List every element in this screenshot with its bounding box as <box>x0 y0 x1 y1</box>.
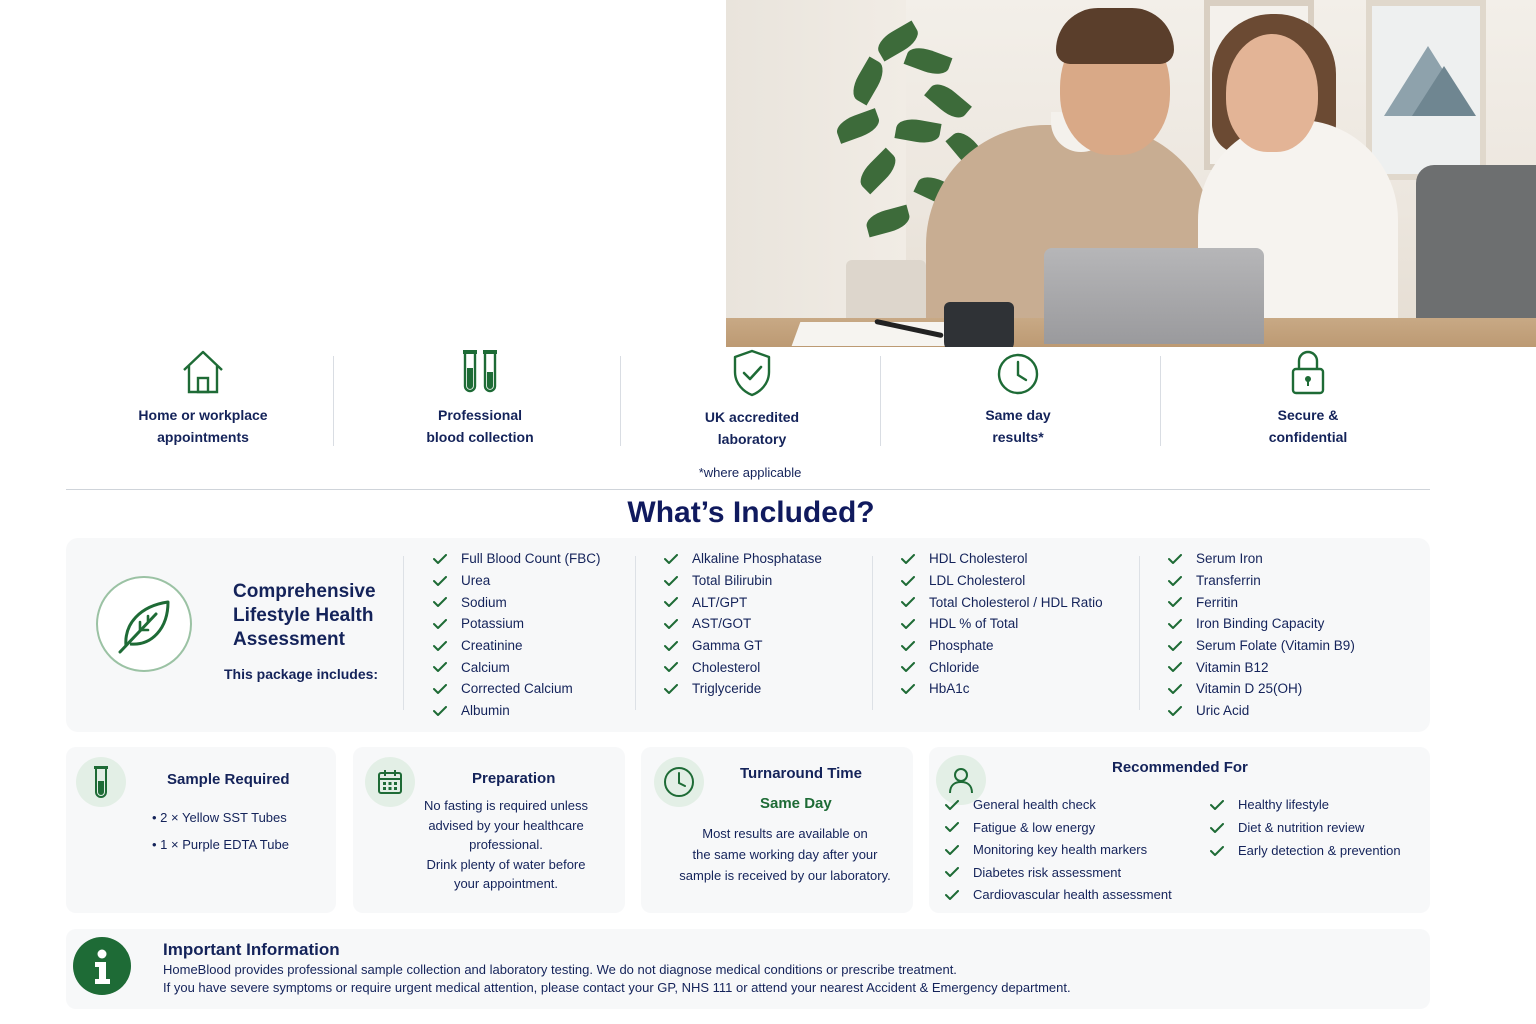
check-icon <box>945 845 959 855</box>
check-icon <box>1210 846 1224 856</box>
test-item <box>1168 656 1355 678</box>
shield-check-icon <box>730 348 774 398</box>
recommended-label: Diabetes risk assessment <box>973 864 1122 880</box>
test-item <box>433 591 601 613</box>
padlock-icon <box>1288 348 1328 396</box>
house-icon <box>180 348 226 396</box>
preparation-line: your appointment. <box>453 876 559 891</box>
recommended-item <box>945 865 1121 880</box>
divider <box>403 556 404 710</box>
preparation-title: Preparation <box>472 770 556 787</box>
recommended-item <box>1210 797 1329 812</box>
test-label: LDL Cholesterol <box>929 573 1026 589</box>
test-label: Ferritin <box>1196 594 1239 610</box>
check-icon <box>901 597 915 607</box>
turnaround-line: sample is received by our laboratory. <box>679 868 891 883</box>
test-item <box>664 613 822 635</box>
test-item <box>664 635 822 657</box>
recommended-label: Healthy lifestyle <box>1238 797 1330 812</box>
test-label: Creatinine <box>461 638 523 654</box>
check-icon <box>664 684 678 694</box>
test-item <box>433 635 601 657</box>
calendar-icon <box>376 768 404 796</box>
check-icon <box>664 576 678 586</box>
recommended-label: General health check <box>973 797 1096 812</box>
sample-required-card <box>66 747 336 913</box>
test-item <box>664 678 822 700</box>
sample-title: Sample Required <box>167 771 290 788</box>
check-icon <box>433 662 447 672</box>
divider <box>620 356 621 446</box>
test-item <box>664 656 822 678</box>
check-icon <box>1168 641 1182 651</box>
test-label: Calcium <box>461 659 510 675</box>
test-label: Sodium <box>461 594 507 610</box>
test-label: Potassium <box>461 616 525 632</box>
test-item <box>901 613 1103 635</box>
test-item <box>433 613 601 635</box>
check-icon <box>1168 597 1182 607</box>
test-item <box>901 591 1103 613</box>
test-item <box>901 678 1103 700</box>
sample-item: 2 × Yellow SST Tubes <box>160 810 287 825</box>
test-label: Albumin <box>461 703 510 719</box>
test-label: HDL Cholesterol <box>929 551 1028 567</box>
recommended-label: Cardiovascular health assessment <box>973 887 1172 903</box>
feature-label-line2: results* <box>992 429 1044 445</box>
divider <box>333 356 334 446</box>
package-title-line1: Comprehensive <box>233 581 376 602</box>
check-icon <box>1168 576 1182 586</box>
check-icon <box>433 641 447 651</box>
divider <box>1139 556 1140 710</box>
sample-item: 1 × Purple EDTA Tube <box>160 837 289 852</box>
check-icon <box>945 867 959 877</box>
check-icon <box>1168 684 1182 694</box>
turnaround-line: Most results are available on <box>702 826 868 841</box>
hero-photo <box>726 0 1536 347</box>
test-label: Alkaline Phosphatase <box>692 551 822 567</box>
recommended-label: Diet & nutrition review <box>1238 820 1365 835</box>
test-item <box>1168 635 1355 657</box>
test-label: Serum Folate (Vitamin B9) <box>1196 638 1355 654</box>
recommended-item <box>945 820 1095 835</box>
test-item <box>1168 591 1355 613</box>
important-information <box>66 929 1430 1009</box>
features-row <box>66 348 1430 448</box>
test-item <box>901 635 1103 657</box>
recommended-item <box>1210 843 1401 858</box>
check-icon <box>664 597 678 607</box>
test-item <box>1168 570 1355 592</box>
preparation-line: professional. <box>469 837 543 852</box>
check-icon <box>1168 706 1182 716</box>
turnaround-highlight: Same Day <box>760 795 832 812</box>
test-label: HbA1c <box>929 681 970 697</box>
test-label: HDL % of Total <box>929 616 1019 632</box>
preparation-line: No fasting is required unless <box>423 798 589 813</box>
feature-label-line1: Same day <box>985 407 1051 423</box>
test-label: Iron Binding Capacity <box>1196 616 1325 632</box>
divider <box>872 556 873 710</box>
recommended-label: Monitoring key health markers <box>973 842 1148 858</box>
test-item <box>1168 678 1355 700</box>
tests-column-4 <box>1168 548 1355 722</box>
check-icon <box>945 800 959 810</box>
footnote: *where applicable <box>698 465 802 480</box>
test-item <box>664 548 822 570</box>
recommended-card <box>929 747 1430 913</box>
test-item <box>901 570 1103 592</box>
package-panel <box>66 538 1430 732</box>
recommended-title: Recommended For <box>1112 759 1248 776</box>
divider <box>635 556 636 710</box>
check-icon <box>664 554 678 564</box>
clock-icon <box>995 348 1041 396</box>
test-item <box>433 678 601 700</box>
turnaround-text <box>665 823 905 886</box>
check-icon <box>945 822 959 832</box>
check-icon <box>664 641 678 651</box>
test-label: ALT/GPT <box>692 594 748 610</box>
check-icon <box>433 706 447 716</box>
turnaround-card <box>641 747 913 913</box>
package-title-line3: Assessment <box>233 629 345 650</box>
test-label: Vitamin D 25(OH) <box>1196 681 1303 697</box>
test-label: Full Blood Count (FBC) <box>461 551 601 567</box>
feature-label-line2: appointments <box>157 429 249 445</box>
recommended-item <box>945 887 1172 902</box>
test-tube-icon <box>89 765 113 799</box>
feature-home-appointments <box>132 348 274 448</box>
test-label: Total Cholesterol / HDL Ratio <box>929 594 1103 610</box>
test-label: AST/GOT <box>692 616 752 632</box>
package-title <box>233 580 403 652</box>
list-item: • 1 × Purple EDTA Tube <box>152 837 289 852</box>
preparation-card <box>353 747 625 913</box>
check-icon <box>433 597 447 607</box>
blood-tubes-icon <box>458 348 502 396</box>
test-label: Triglyceride <box>692 681 762 697</box>
check-icon <box>945 890 959 900</box>
important-title: Important Information <box>163 940 340 959</box>
feature-secure-confidential <box>1238 348 1378 448</box>
feature-label-line2: blood collection <box>426 429 534 445</box>
sample-list <box>152 804 289 858</box>
test-label: Uric Acid <box>1196 703 1250 719</box>
check-icon <box>664 619 678 629</box>
test-label: Transferrin <box>1196 573 1261 589</box>
check-icon <box>901 662 915 672</box>
test-item <box>664 570 822 592</box>
test-item <box>433 570 601 592</box>
section-title: What’s Included? <box>627 496 875 529</box>
test-label: Total Bilirubin <box>692 573 773 589</box>
feature-label-line2: confidential <box>1268 429 1348 445</box>
package-subtitle: This package includes: <box>224 666 379 682</box>
check-icon <box>433 619 447 629</box>
feature-label-line1: Secure & <box>1277 407 1339 423</box>
test-item <box>1168 548 1355 570</box>
feature-label-line2: laboratory <box>717 431 787 447</box>
leaf-icon <box>96 576 192 672</box>
test-label: Phosphate <box>929 638 994 654</box>
divider <box>880 356 881 446</box>
recommended-label: Early detection & prevention <box>1238 843 1401 858</box>
test-label: Cholesterol <box>692 659 761 675</box>
feature-blood-collection <box>410 348 550 448</box>
test-item <box>433 700 601 722</box>
test-label: Vitamin B12 <box>1196 659 1269 675</box>
tests-column-2 <box>664 548 822 700</box>
feature-uk-accredited <box>682 348 822 448</box>
list-item: • 2 × Yellow SST Tubes <box>152 810 287 825</box>
test-item <box>433 548 601 570</box>
feature-label-line1: Professional <box>437 407 523 423</box>
turnaround-badge <box>654 757 704 807</box>
preparation-badge <box>365 757 415 807</box>
check-icon <box>1210 823 1224 833</box>
check-icon <box>901 641 915 651</box>
check-icon <box>901 684 915 694</box>
test-label: Gamma GT <box>692 638 763 654</box>
test-item <box>901 656 1103 678</box>
check-icon <box>1168 662 1182 672</box>
test-label: Chloride <box>929 659 980 675</box>
info-icon <box>73 937 131 995</box>
recommended-item <box>945 797 1096 812</box>
test-item <box>901 548 1103 570</box>
test-item <box>664 591 822 613</box>
tests-column-1 <box>433 548 601 722</box>
package-badge <box>96 576 192 672</box>
turnaround-title: Turnaround Time <box>740 765 862 782</box>
test-item <box>1168 700 1355 722</box>
preparation-text <box>409 796 603 894</box>
check-icon <box>433 554 447 564</box>
recommended-label: Fatigue & low energy <box>973 819 1096 835</box>
clock-icon <box>662 765 696 799</box>
feature-label-line1: Home or workplace <box>138 407 268 423</box>
check-icon <box>1168 554 1182 564</box>
check-icon <box>664 662 678 672</box>
check-icon <box>433 684 447 694</box>
turnaround-line: the same working day after your <box>692 847 878 862</box>
test-item <box>1168 613 1355 635</box>
test-label: Serum Iron <box>1196 551 1263 567</box>
sample-badge <box>76 757 126 807</box>
check-icon <box>901 554 915 564</box>
check-icon <box>901 619 915 629</box>
recommended-item <box>945 842 1147 857</box>
test-label: Urea <box>461 573 491 589</box>
important-line-2: If you have severe symptoms or require urgent medical attention, please contact your GP, NHS 111 or attend your nearest Accident & Emergency department. <box>163 980 1071 995</box>
check-icon <box>433 576 447 586</box>
test-item <box>433 656 601 678</box>
preparation-line: advised by your healthcare <box>428 817 584 833</box>
recommended-item <box>1210 820 1364 835</box>
important-line-1: HomeBlood provides professional sample collection and laboratory testing. We do not diagnose medical conditions or prescribe treatment. <box>163 962 957 977</box>
tests-column-3 <box>901 548 1103 700</box>
check-icon <box>1210 800 1224 810</box>
person-icon <box>948 766 974 794</box>
divider <box>1160 356 1161 446</box>
package-title-line2: Lifestyle Health <box>233 605 374 626</box>
divider <box>66 489 1430 490</box>
test-label: Corrected Calcium <box>461 681 573 697</box>
check-icon <box>901 576 915 586</box>
feature-label-line1: UK accredited <box>704 409 800 425</box>
feature-same-day-results <box>948 348 1088 448</box>
preparation-line: Drink plenty of water before <box>426 856 586 872</box>
check-icon <box>1168 619 1182 629</box>
